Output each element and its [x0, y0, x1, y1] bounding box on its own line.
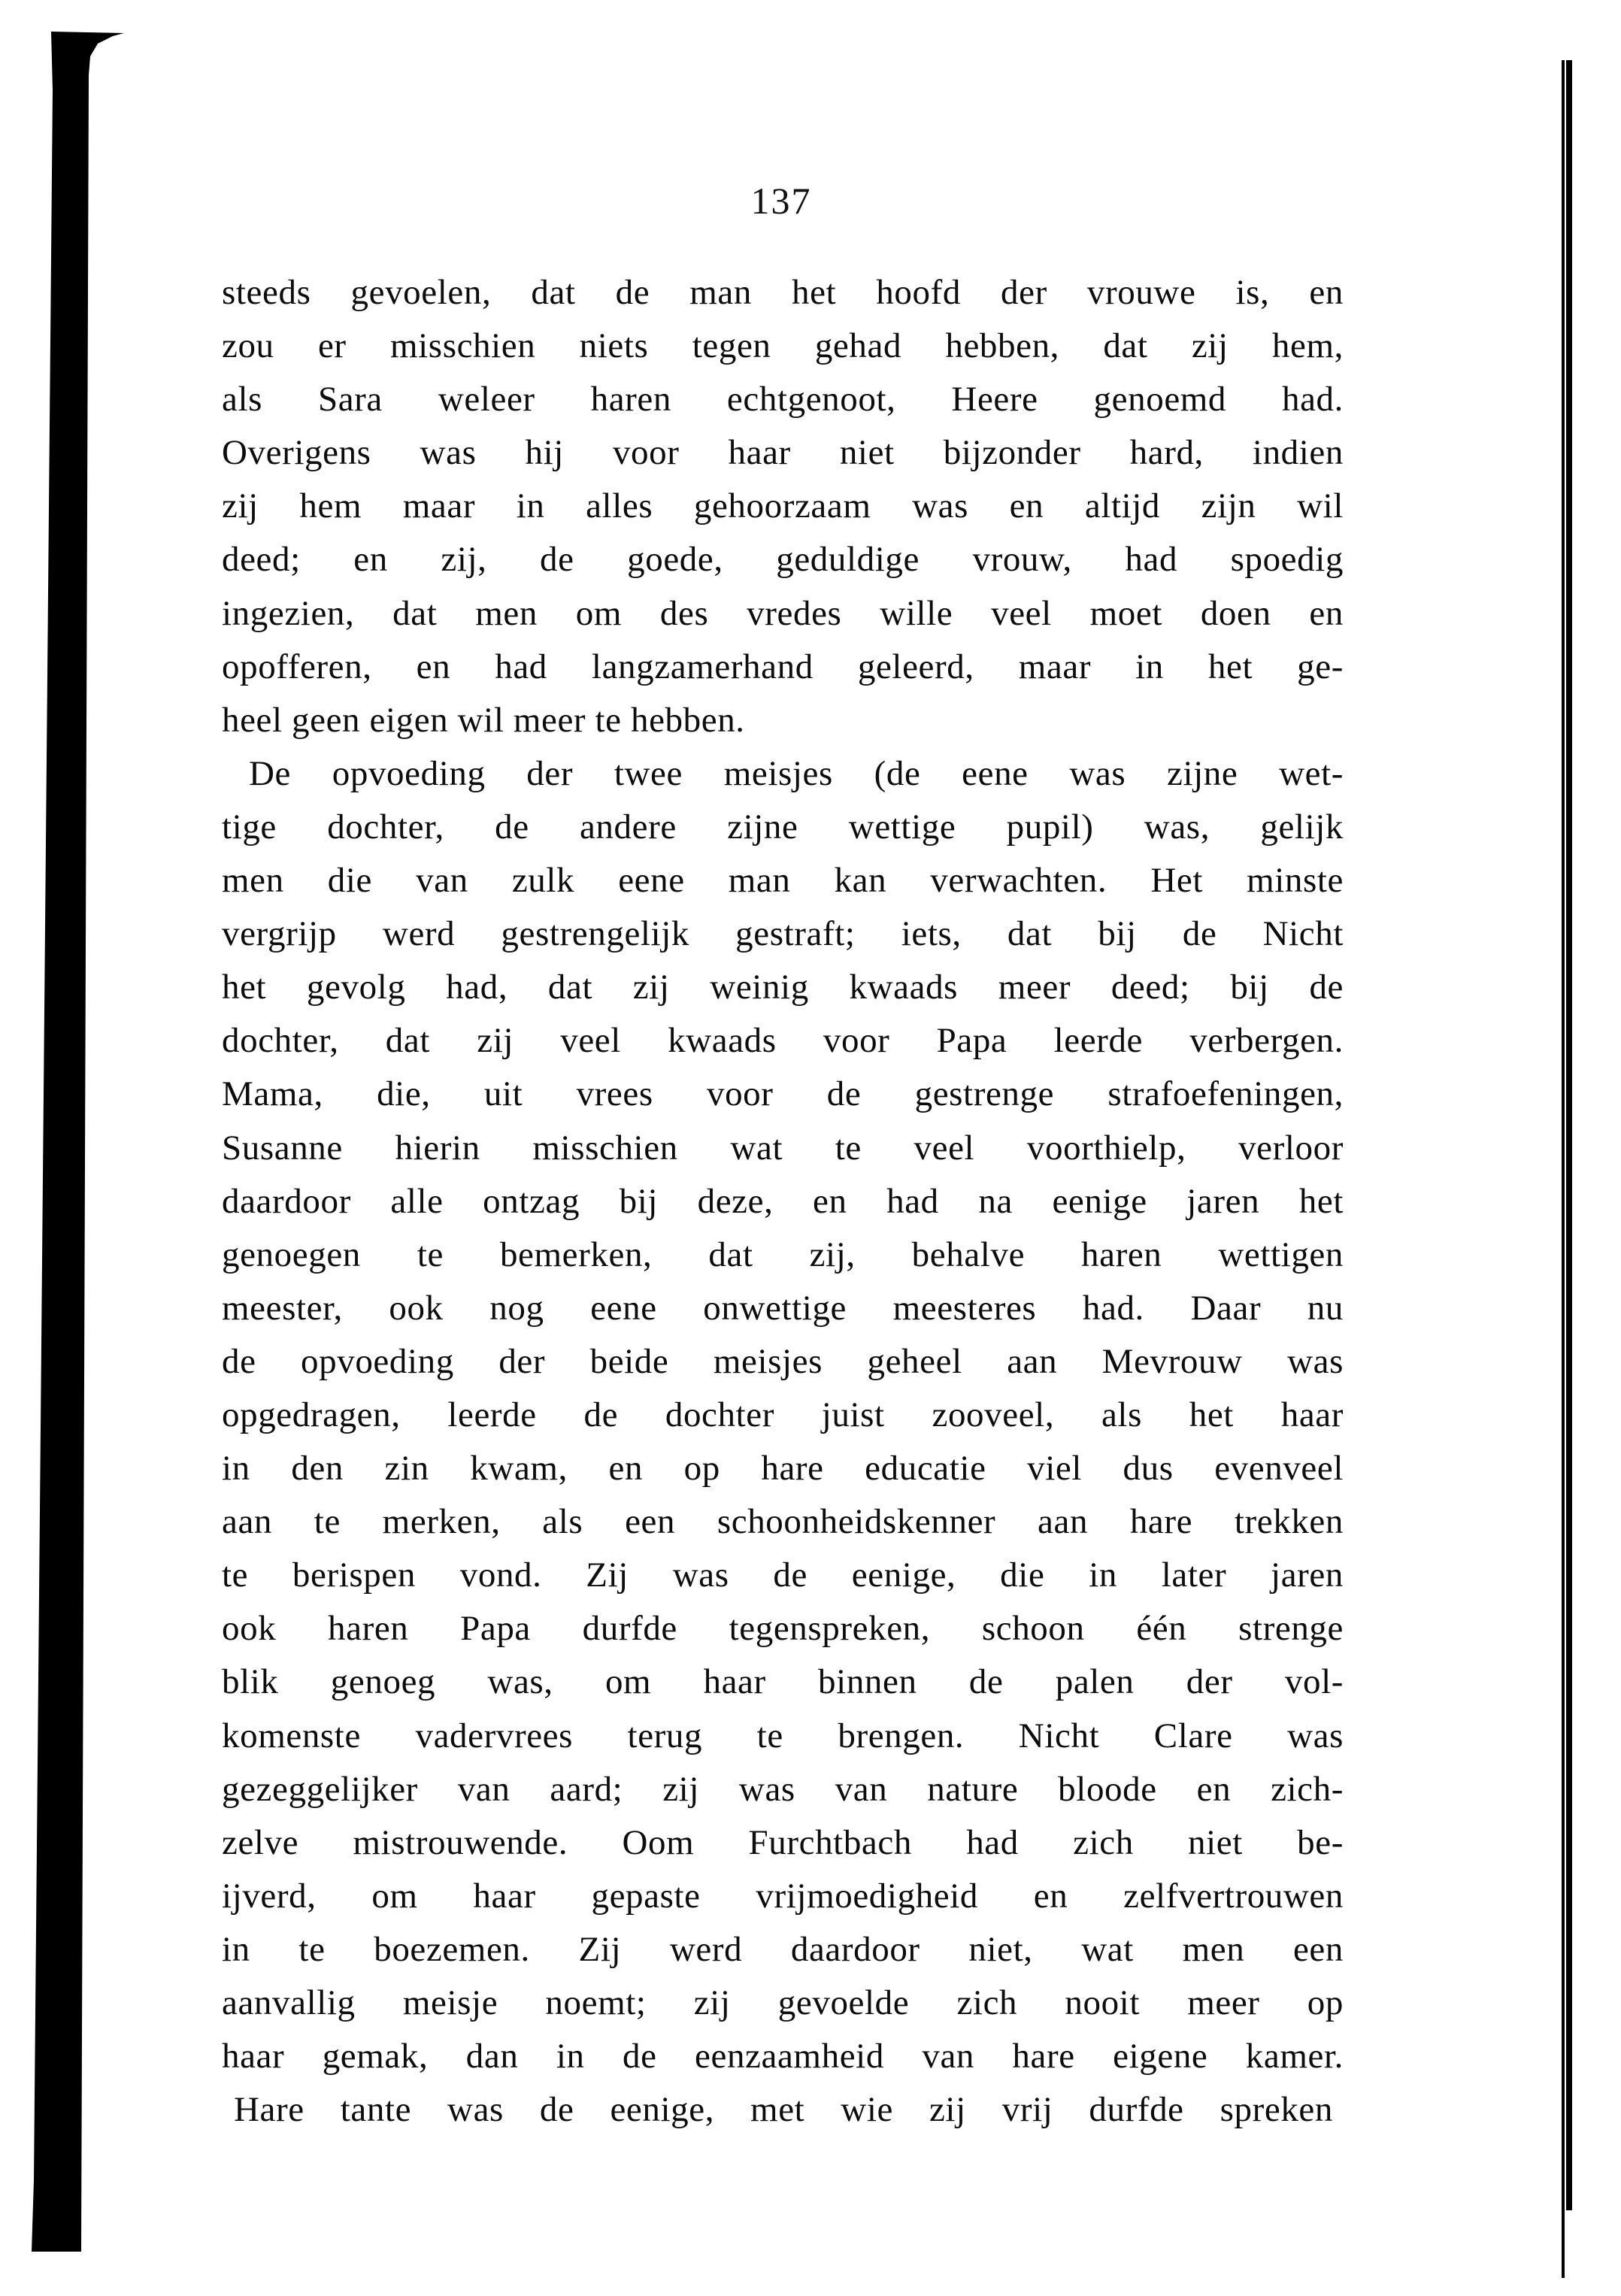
text-line: zou er misschien niets tegen gehad hebben, dat zij hem, [222, 326, 1344, 366]
text-line: als Sara weleer haren echtgenoot, Heere genoemd had. [222, 380, 1344, 420]
text-line: vergrijp werd gestrengelijk gestraft; iets, dat bij de Nicht [222, 914, 1344, 954]
text-line: meester, ook nog eene onwettige meesteres had. Daar nu [222, 1288, 1344, 1328]
text-line: dochter, dat zij veel kwaads voor Papa leerde verbergen. [222, 1021, 1344, 1061]
text-line: komenste vadervrees terug te brengen. Nicht Clare was [222, 1716, 1344, 1755]
text-line: tige dochter, de andere zijne wettige pupil) was, gelijk [222, 807, 1344, 847]
text-line: gezeggelijker van aard; zij was van nature bloode en zich- [222, 1769, 1344, 1809]
text-line: de opvoeding der beide meisjes geheel aan Mevrouw was [222, 1341, 1344, 1381]
text-line: zelve mistrouwende. Oom Furchtbach had zich niet be- [222, 1822, 1344, 1862]
text-line: deed; en zij, de goede, geduldige vrouw, had spoedig [222, 540, 1344, 580]
paragraph [222, 747, 1344, 2137]
text-line: blik genoeg was, om haar binnen de palen der vol- [222, 1662, 1344, 1702]
text-line: Hare tante was de eenige, met wie zij vrij durfde spreken [234, 2090, 1333, 2130]
paragraph [222, 266, 1344, 747]
text-line: daardoor alle ontzag bij deze, en had na eenige jaren het [222, 1181, 1344, 1221]
text-line: in te boezemen. Zij werd daardoor niet, wat men een [222, 1929, 1344, 1969]
text-line: men die van zulk eene man kan verwachten. Het minste [222, 861, 1344, 901]
text-line: aan te merken, als een schoonheidskenner aan hare trekken [222, 1502, 1344, 1542]
text-line: steeds gevoelen, dat de man het hoofd der vrouwe is, en [222, 273, 1344, 312]
text-line: Susanne hierin misschien wat te veel voorthielp, verloor [222, 1128, 1344, 1168]
page-edge-rule [1534, 0, 1594, 2296]
text-line: opofferen, en had langzamerhand geleerd, maar in het ge- [222, 647, 1344, 686]
text-line: De opvoeding der twee meisjes (de eene was zijne wet- [249, 753, 1344, 793]
text-line: zij hem maar in alles gehoorzaam was en altijd zijn wil [222, 486, 1344, 526]
text-line: ingezien, dat men om des vredes wille veel moet doen en [222, 593, 1344, 633]
text-line: in den zin kwam, en op hare educatie viel dus evenveel [222, 1449, 1344, 1489]
text-line: te berispen vond. Zij was de eenige, die in later jaren [222, 1555, 1344, 1595]
text-line: aanvallig meisje noemt; zij gevoelde zich nooit meer op [222, 1983, 1344, 2022]
text-line: ook haren Papa durfde tegenspreken, schoon één strenge [222, 1609, 1344, 1649]
text-line: genoegen te bemerken, dat zij, behalve haren wettigen [222, 1234, 1344, 1274]
text-line: het gevolg had, dat zij weinig kwaads meer deed; bij de [222, 968, 1344, 1007]
page-number: 137 [750, 180, 812, 222]
text-line: heel geen eigen wil meer te hebben. [222, 700, 745, 740]
body-text [222, 266, 1344, 2137]
text-line: ijverd, om haar gepaste vrijmoedigheid en zelfvertrouwen [222, 1876, 1344, 1916]
text-line: Mama, die, uit vrees voor de gestrenge strafoefeningen, [222, 1074, 1344, 1114]
text-line: Overigens was hij voor haar niet bijzonder hard, indien [222, 433, 1344, 473]
text-line: opgedragen, leerde de dochter juist zooveel, als het haar [222, 1395, 1344, 1434]
binding-shadow-bar [0, 0, 150, 2296]
text-line: haar gemak, dan in de eenzaamheid van hare eigene kamer. [222, 2037, 1344, 2076]
